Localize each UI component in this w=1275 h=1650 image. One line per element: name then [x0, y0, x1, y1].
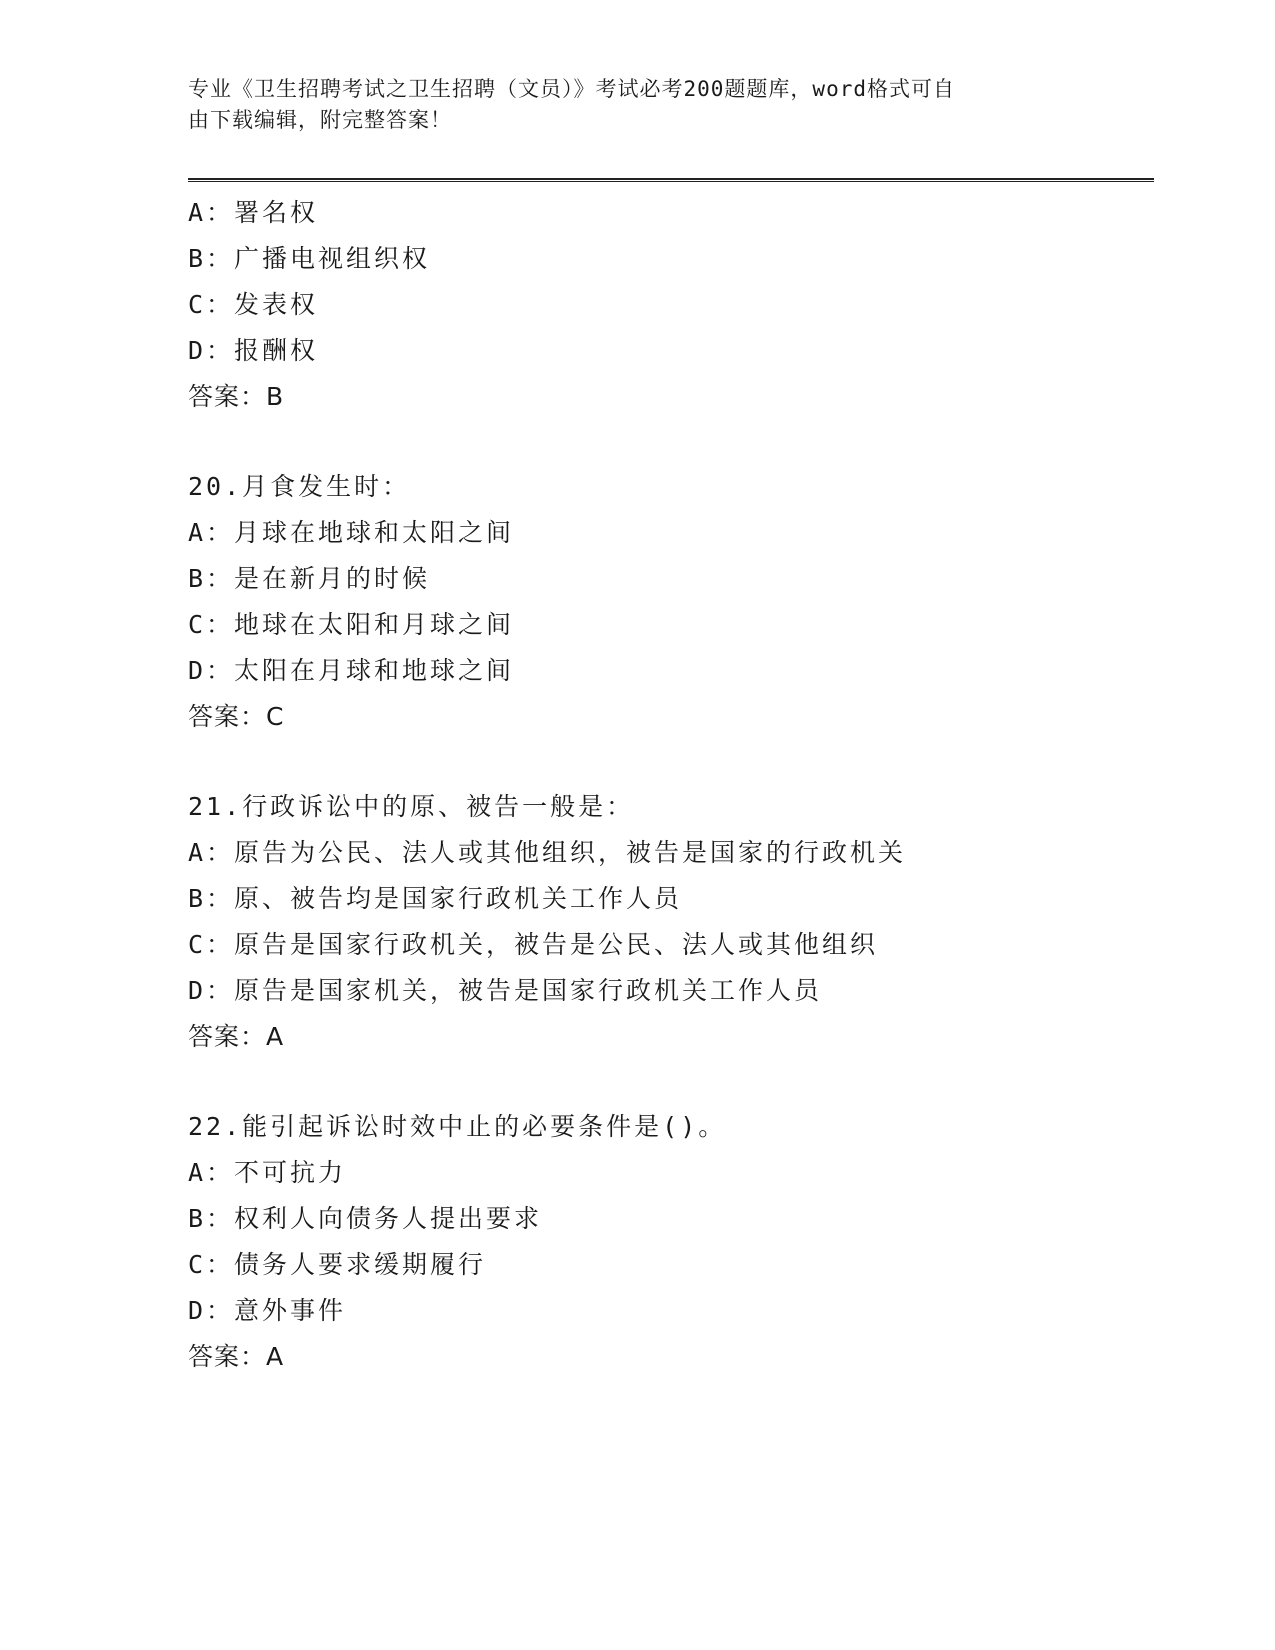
spacer: [188, 1060, 1188, 1104]
option-a: A：署名权: [188, 198, 319, 227]
option-b: B：原、被告均是国家行政机关工作人员: [188, 884, 683, 913]
question-19: [188, 190, 1188, 420]
header-divider: [188, 178, 1154, 182]
option-c: C：债务人要求缓期履行: [188, 1250, 487, 1279]
question-22: [188, 1104, 1188, 1380]
option-d: D：意外事件: [188, 1296, 347, 1325]
spacer: [188, 740, 1188, 784]
option-d: D：报酬权: [188, 336, 319, 365]
option-c: C：发表权: [188, 290, 319, 319]
option-c: C：原告是国家行政机关，被告是公民、法人或其他组织: [188, 930, 879, 959]
question-stem: 22.能引起诉讼时效中止的必要条件是()。: [188, 1112, 727, 1141]
question-list: [188, 190, 1188, 1380]
option-b: B：是在新月的时候: [188, 564, 431, 593]
question-stem: 21.行政诉讼中的原、被告一般是：: [188, 792, 635, 821]
question-stem: 20.月食发生时：: [188, 472, 411, 501]
header-line-2: 由下载编辑，附完整答案！: [188, 108, 452, 132]
header-line-1: 专业《卫生招聘考试之卫生招聘（文员）》考试必考200题题库，word格式可自: [188, 77, 955, 101]
question-21: [188, 784, 1188, 1060]
answer: 答案：C: [188, 702, 285, 731]
option-b: B：广播电视组织权: [188, 244, 431, 273]
option-a: A：原告为公民、法人或其他组织，被告是国家的行政机关: [188, 838, 907, 867]
option-a: A：月球在地球和太阳之间: [188, 518, 515, 547]
option-d: D：原告是国家机关，被告是国家行政机关工作人员: [188, 976, 823, 1005]
answer: 答案：A: [188, 1342, 285, 1371]
answer: 答案：A: [188, 1022, 285, 1051]
option-b: B：权利人向债务人提出要求: [188, 1204, 543, 1233]
question-20: [188, 464, 1188, 740]
option-d: D：太阳在月球和地球之间: [188, 656, 515, 685]
spacer: [188, 420, 1188, 464]
document-header: [188, 74, 1068, 136]
option-a: A：不可抗力: [188, 1158, 347, 1187]
option-c: C：地球在太阳和月球之间: [188, 610, 515, 639]
answer: 答案：B: [188, 382, 285, 411]
